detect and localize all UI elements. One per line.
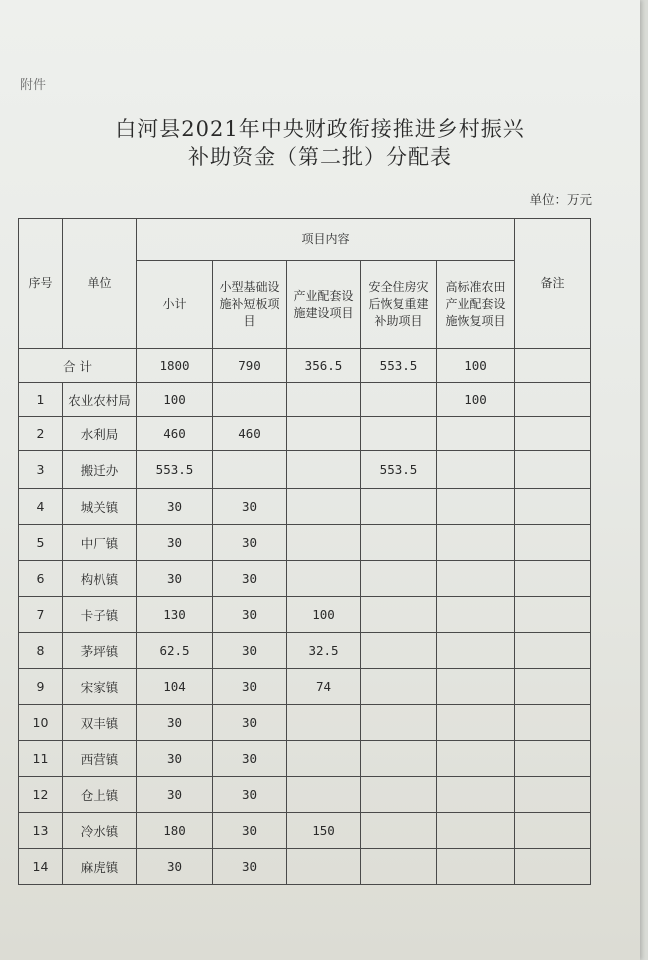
cell-infrastructure: 30 xyxy=(213,669,287,705)
cell-no: 4 xyxy=(19,489,63,525)
cell-unit: 双丰镇 xyxy=(63,705,137,741)
cell-safe-housing: 553.5 xyxy=(361,451,437,489)
cell-farmland xyxy=(437,741,515,777)
total-subtotal: 1800 xyxy=(137,349,213,383)
cell-farmland: 100 xyxy=(437,383,515,417)
table-row xyxy=(19,417,591,451)
cell-unit: 中厂镇 xyxy=(63,525,137,561)
cell-industry-facility: 32.5 xyxy=(287,633,361,669)
cell-unit: 搬迁办 xyxy=(63,451,137,489)
cell-industry-facility: 150 xyxy=(287,813,361,849)
cell-industry-facility: 74 xyxy=(287,669,361,705)
cell-safe-housing xyxy=(361,561,437,597)
cell-infrastructure: 30 xyxy=(213,813,287,849)
unit-label: 单位：万元 xyxy=(529,192,592,207)
cell-subtotal: 130 xyxy=(137,597,213,633)
table-row xyxy=(19,633,591,669)
cell-safe-housing xyxy=(361,813,437,849)
cell-unit: 农业农村局 xyxy=(63,383,137,417)
table-row xyxy=(19,489,591,525)
cell-unit: 卡子镇 xyxy=(63,597,137,633)
header-safe-housing: 安全住房灾后恢复重建补助项目 xyxy=(361,261,437,349)
cell-infrastructure: 30 xyxy=(213,525,287,561)
cell-subtotal: 553.5 xyxy=(137,451,213,489)
cell-industry-facility xyxy=(287,705,361,741)
cell-industry-facility xyxy=(287,451,361,489)
cell-industry-facility: 100 xyxy=(287,597,361,633)
cell-subtotal: 460 xyxy=(137,417,213,451)
header-subtotal: 小计 xyxy=(137,261,213,349)
table-row xyxy=(19,383,591,417)
cell-farmland xyxy=(437,597,515,633)
cell-remark xyxy=(515,451,591,489)
cell-remark xyxy=(515,705,591,741)
cell-remark xyxy=(515,525,591,561)
cell-no: 8 xyxy=(19,633,63,669)
cell-farmland xyxy=(437,669,515,705)
cell-no: 10 xyxy=(19,705,63,741)
cell-no: 11 xyxy=(19,741,63,777)
header-unit: 单位 xyxy=(63,219,137,349)
cell-subtotal: 62.5 xyxy=(137,633,213,669)
cell-safe-housing xyxy=(361,383,437,417)
table-row xyxy=(19,813,591,849)
header-project-content: 项目内容 xyxy=(137,219,515,261)
cell-no: 13 xyxy=(19,813,63,849)
cell-no: 3 xyxy=(19,451,63,489)
cell-farmland xyxy=(437,705,515,741)
cell-remark xyxy=(515,561,591,597)
cell-farmland xyxy=(437,813,515,849)
cell-industry-facility xyxy=(287,525,361,561)
cell-unit: 城关镇 xyxy=(63,489,137,525)
cell-remark xyxy=(515,417,591,451)
cell-farmland xyxy=(437,561,515,597)
cell-farmland xyxy=(437,777,515,813)
cell-infrastructure: 30 xyxy=(213,633,287,669)
cell-unit: 西营镇 xyxy=(63,741,137,777)
cell-safe-housing xyxy=(361,669,437,705)
table-row xyxy=(19,561,591,597)
header-seq: 序号 xyxy=(19,219,63,349)
cell-industry-facility xyxy=(287,383,361,417)
cell-industry-facility xyxy=(287,561,361,597)
cell-farmland xyxy=(437,417,515,451)
cell-unit: 构朳镇 xyxy=(63,561,137,597)
cell-infrastructure xyxy=(213,451,287,489)
cell-infrastructure: 30 xyxy=(213,741,287,777)
cell-unit: 冷水镇 xyxy=(63,813,137,849)
cell-remark xyxy=(515,669,591,705)
cell-no: 6 xyxy=(19,561,63,597)
total-safe-housing: 553.5 xyxy=(361,349,437,383)
cell-subtotal: 30 xyxy=(137,525,213,561)
cell-unit: 茅坪镇 xyxy=(63,633,137,669)
cell-subtotal: 30 xyxy=(137,489,213,525)
cell-subtotal: 100 xyxy=(137,383,213,417)
cell-remark xyxy=(515,813,591,849)
cell-farmland xyxy=(437,633,515,669)
cell-farmland xyxy=(437,525,515,561)
cell-infrastructure xyxy=(213,383,287,417)
cell-infrastructure: 30 xyxy=(213,561,287,597)
cell-subtotal: 30 xyxy=(137,705,213,741)
cell-no: 5 xyxy=(19,525,63,561)
cell-infrastructure: 460 xyxy=(213,417,287,451)
cell-safe-housing xyxy=(361,525,437,561)
cell-unit: 宋家镇 xyxy=(63,669,137,705)
cell-remark xyxy=(515,741,591,777)
cell-safe-housing xyxy=(361,849,437,885)
table-row xyxy=(19,777,591,813)
header-infrastructure: 小型基础设施补短板项目 xyxy=(213,261,287,349)
cell-infrastructure: 30 xyxy=(213,777,287,813)
cell-no: 7 xyxy=(19,597,63,633)
table-row xyxy=(19,597,591,633)
cell-subtotal: 104 xyxy=(137,669,213,705)
cell-safe-housing xyxy=(361,633,437,669)
cell-safe-housing xyxy=(361,417,437,451)
cell-safe-housing xyxy=(361,597,437,633)
document-title-line2: 补助资金（第二批）分配表 xyxy=(188,145,452,169)
table-row xyxy=(19,669,591,705)
header-industry-facility: 产业配套设施建设项目 xyxy=(287,261,361,349)
cell-unit: 麻虎镇 xyxy=(63,849,137,885)
cell-no: 14 xyxy=(19,849,63,885)
cell-remark xyxy=(515,489,591,525)
cell-remark xyxy=(515,597,591,633)
cell-industry-facility xyxy=(287,777,361,813)
header-remark: 备注 xyxy=(515,219,591,349)
header-farmland: 高标准农田产业配套设施恢复项目 xyxy=(437,261,515,349)
cell-remark xyxy=(515,849,591,885)
cell-remark xyxy=(515,777,591,813)
table-row xyxy=(19,451,591,489)
total-industry-facility: 356.5 xyxy=(287,349,361,383)
table-row xyxy=(19,849,591,885)
cell-industry-facility xyxy=(287,849,361,885)
cell-no: 2 xyxy=(19,417,63,451)
allocation-table xyxy=(18,218,591,885)
cell-subtotal: 30 xyxy=(137,561,213,597)
cell-safe-housing xyxy=(361,777,437,813)
cell-no: 9 xyxy=(19,669,63,705)
cell-unit: 仓上镇 xyxy=(63,777,137,813)
cell-industry-facility xyxy=(287,489,361,525)
cell-safe-housing xyxy=(361,741,437,777)
cell-subtotal: 30 xyxy=(137,741,213,777)
cell-safe-housing xyxy=(361,489,437,525)
cell-industry-facility xyxy=(287,417,361,451)
table-row xyxy=(19,741,591,777)
cell-remark xyxy=(515,633,591,669)
total-remark xyxy=(515,349,591,383)
cell-unit: 水利局 xyxy=(63,417,137,451)
cell-infrastructure: 30 xyxy=(213,849,287,885)
cell-subtotal: 30 xyxy=(137,849,213,885)
cell-subtotal: 180 xyxy=(137,813,213,849)
table-row xyxy=(19,705,591,741)
cell-industry-facility xyxy=(287,741,361,777)
total-row xyxy=(19,349,591,383)
cell-infrastructure: 30 xyxy=(213,597,287,633)
table-row xyxy=(19,525,591,561)
cell-farmland xyxy=(437,849,515,885)
cell-no: 12 xyxy=(19,777,63,813)
total-label: 合 计 xyxy=(19,349,137,383)
header-row-1 xyxy=(19,219,591,261)
cell-remark xyxy=(515,383,591,417)
cell-farmland xyxy=(437,451,515,489)
cell-farmland xyxy=(437,489,515,525)
attachment-label: 附件 xyxy=(20,78,47,93)
cell-no: 1 xyxy=(19,383,63,417)
total-infrastructure: 790 xyxy=(213,349,287,383)
table-body xyxy=(19,219,591,885)
document-title-line1: 白河县2021年中央财政衔接推进乡村振兴 xyxy=(115,117,525,141)
cell-infrastructure: 30 xyxy=(213,489,287,525)
cell-subtotal: 30 xyxy=(137,777,213,813)
cell-infrastructure: 30 xyxy=(213,705,287,741)
cell-safe-housing xyxy=(361,705,437,741)
total-farmland: 100 xyxy=(437,349,515,383)
